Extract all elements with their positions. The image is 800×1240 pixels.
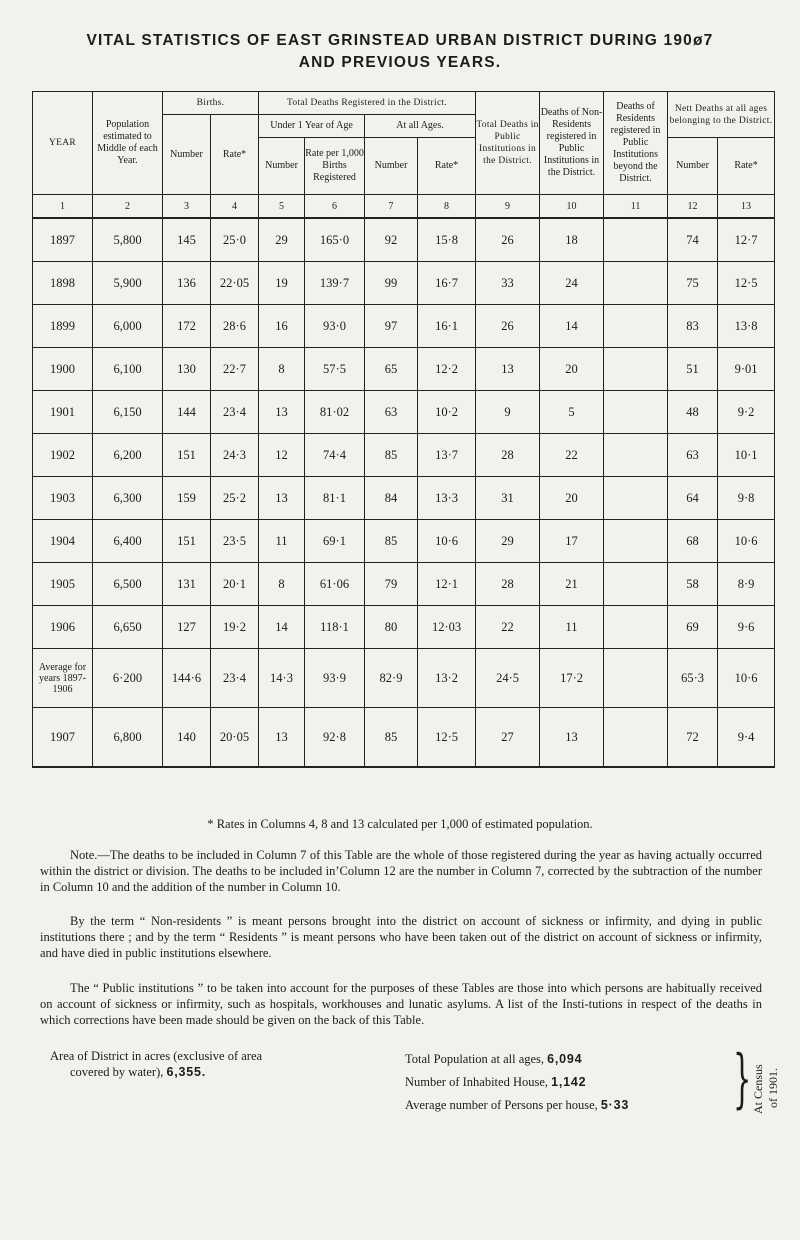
table-cell: 13·8 (718, 305, 775, 348)
table-cell: 127 (163, 606, 211, 649)
table-row (33, 218, 775, 262)
table-cell: 83 (668, 305, 718, 348)
total-population-label: Total Population at all ages, (405, 1052, 545, 1066)
table-cell: 1906 (33, 606, 93, 649)
table-cell: 24·5 (476, 649, 540, 708)
table-cell: 74·4 (305, 434, 365, 477)
right-brace-icon: } (733, 1042, 752, 1116)
table-cell: 33 (476, 262, 540, 305)
total-population-value: 6,094 (547, 1052, 583, 1066)
table-cell: 27 (476, 708, 540, 768)
table-cell: 61·06 (305, 563, 365, 606)
table-cell: 6,100 (93, 348, 163, 391)
table-cell: 9·6 (718, 606, 775, 649)
table-cell: 63 (668, 434, 718, 477)
header-all-ages-number: Number (365, 138, 418, 195)
header-population: Population estimated to Middle of each Year. (93, 92, 163, 195)
table-cell: 12·03 (418, 606, 476, 649)
table-cell: 13 (476, 348, 540, 391)
table-cell: 6,200 (93, 434, 163, 477)
header-deaths-non-residents: Deaths of Non-Residents registered in Public Institutions in the District. (540, 92, 604, 195)
header-nett-number: Number (668, 138, 718, 195)
area-label-line2: covered by water), (70, 1065, 164, 1079)
table-cell: 81·02 (305, 391, 365, 434)
table-row (33, 477, 775, 520)
table-cell: 22 (476, 606, 540, 649)
table-cell: 16·1 (418, 305, 476, 348)
table-cell (604, 218, 668, 262)
table-cell: 97 (365, 305, 418, 348)
table-cell: 23·4 (211, 649, 259, 708)
header-all-ages-rate: Rate* (418, 138, 476, 195)
table-cell: 28 (476, 563, 540, 606)
table-cell: 9·4 (718, 708, 775, 768)
table-cell: 9·01 (718, 348, 775, 391)
table-cell: 6,000 (93, 305, 163, 348)
table-cell: 15·8 (418, 218, 476, 262)
table-cell (604, 262, 668, 305)
table-cell: 64 (668, 477, 718, 520)
header-total-deaths-public-institutions: Total Deaths in Public Institutions in the District. (476, 92, 540, 195)
table-cell: 72 (668, 708, 718, 768)
table-cell (604, 563, 668, 606)
column-number: 5 (259, 195, 305, 219)
average-row (33, 649, 775, 708)
table-cell: 28·6 (211, 305, 259, 348)
table-cell: 29 (476, 520, 540, 563)
column-number: 1 (33, 195, 93, 219)
table-cell: 10·6 (718, 520, 775, 563)
table-row (33, 563, 775, 606)
table-cell: 10·2 (418, 391, 476, 434)
table-cell: 144 (163, 391, 211, 434)
header-births-number: Number (163, 115, 211, 195)
table-cell: 22·7 (211, 348, 259, 391)
table-cell: 130 (163, 348, 211, 391)
census-side-label (751, 1046, 785, 1116)
census-side-line2: of 1901. (766, 1068, 780, 1108)
table-cell: 1905 (33, 563, 93, 606)
table-cell: 12·2 (418, 348, 476, 391)
table-cell (604, 477, 668, 520)
table-cell: 172 (163, 305, 211, 348)
table-cell: 5 (540, 391, 604, 434)
table-cell: 151 (163, 520, 211, 563)
column-number: 2 (93, 195, 163, 219)
header-nett-rate: Rate* (718, 138, 775, 195)
table-cell: 16·7 (418, 262, 476, 305)
rates-footnote: * Rates in Columns 4, 8 and 13 calculated per 1,000 of estimated population. (207, 817, 593, 831)
table-cell: 12·5 (718, 262, 775, 305)
table-cell: 20·05 (211, 708, 259, 768)
column-number: 8 (418, 195, 476, 219)
table-cell: 14 (540, 305, 604, 348)
table-cell: 136 (163, 262, 211, 305)
table-cell: 20 (540, 477, 604, 520)
table-cell: 92·8 (305, 708, 365, 768)
table-cell: 22 (540, 434, 604, 477)
table-cell: 12 (259, 434, 305, 477)
table-cell: 93·0 (305, 305, 365, 348)
table-cell: 85 (365, 520, 418, 563)
table-cell: 8 (259, 348, 305, 391)
table-cell: 16 (259, 305, 305, 348)
table-cell: 1904 (33, 520, 93, 563)
table-cell: 14 (259, 606, 305, 649)
header-total-deaths-registered: Total Deaths Registered in the District. (259, 92, 476, 115)
header-under-1-year: Under 1 Year of Age (259, 115, 365, 138)
header-births: Births. (163, 92, 259, 115)
table-cell (604, 434, 668, 477)
table-cell: 13 (540, 708, 604, 768)
census-stats (405, 1048, 735, 1117)
table-row (33, 434, 775, 477)
table-cell: 1900 (33, 348, 93, 391)
table-cell: 10·6 (418, 520, 476, 563)
vital-statistics-table (32, 91, 775, 768)
table-cell: 22·05 (211, 262, 259, 305)
table-cell: 68 (668, 520, 718, 563)
table-cell: 17 (540, 520, 604, 563)
table-cell: 5,900 (93, 262, 163, 305)
table-cell: 8·9 (718, 563, 775, 606)
table-cell: 6,650 (93, 606, 163, 649)
table-cell: 140 (163, 708, 211, 768)
note-paragraph: Note.—The deaths to be included in Column 7 of this Table are the whole of those registered during the year as having actually occurred within the district or division. The deaths to be included in’Column 12 are the number in Column 7, corrected by the subtraction of the number in Column 10 and the addition of the number in Column 10. (40, 848, 762, 894)
header-births-rate: Rate* (211, 115, 259, 195)
table-cell: 17·2 (540, 649, 604, 708)
area-label-line1: Area of District in acres (exclusive of area (50, 1049, 263, 1063)
table-cell: 69·1 (305, 520, 365, 563)
table-cell: 82·9 (365, 649, 418, 708)
table-cell: 14·3 (259, 649, 305, 708)
table-cell: 8 (259, 563, 305, 606)
table-cell (604, 391, 668, 434)
table-cell: 13·3 (418, 477, 476, 520)
table-cell: 131 (163, 563, 211, 606)
table-cell: 18 (540, 218, 604, 262)
header-under-1-rate: Rate per 1,000 Births Registered (305, 138, 365, 195)
header-year: YEAR (33, 92, 93, 195)
table-cell: 165·0 (305, 218, 365, 262)
table-cell: 80 (365, 606, 418, 649)
table-cell: 58 (668, 563, 718, 606)
table-cell: Average for years 1897-1906 (33, 649, 93, 708)
table-cell: 24 (540, 262, 604, 305)
table-cell: 9·8 (718, 477, 775, 520)
header-deaths-residents-beyond: Deaths of Residents registered in Public Institutions beyond the District. (604, 92, 668, 195)
table-cell: 13 (259, 477, 305, 520)
table-cell: 23·5 (211, 520, 259, 563)
table-cell: 57·5 (305, 348, 365, 391)
table-cell (604, 348, 668, 391)
table-cell: 10·6 (718, 649, 775, 708)
inhabited-houses-label: Number of Inhabited House, (405, 1075, 549, 1089)
table-cell: 84 (365, 477, 418, 520)
table-cell: 28 (476, 434, 540, 477)
persons-per-house-label: Average number of Persons per house, (405, 1098, 598, 1112)
table-cell: 13 (259, 708, 305, 768)
table-cell: 1901 (33, 391, 93, 434)
table-cell: 12·5 (418, 708, 476, 768)
column-number: 13 (718, 195, 775, 219)
column-number: 9 (476, 195, 540, 219)
table-row (33, 305, 775, 348)
table-cell: 151 (163, 434, 211, 477)
page-subtitle: AND PREVIOUS YEARS. (298, 54, 502, 71)
table-cell: 118·1 (305, 606, 365, 649)
table-cell: 85 (365, 434, 418, 477)
table-cell: 11 (540, 606, 604, 649)
column-number: 7 (365, 195, 418, 219)
table-cell: 63 (365, 391, 418, 434)
table-cell: 21 (540, 563, 604, 606)
column-number: 11 (604, 195, 668, 219)
table-cell: 26 (476, 218, 540, 262)
table-cell: 20·1 (211, 563, 259, 606)
column-number: 6 (305, 195, 365, 219)
table-cell: 1902 (33, 434, 93, 477)
table-cell: 13·2 (418, 649, 476, 708)
area-value: 6,355. (166, 1065, 207, 1079)
table-row (33, 348, 775, 391)
table-cell: 12·7 (718, 218, 775, 262)
table-cell: 51 (668, 348, 718, 391)
table-cell: 6,400 (93, 520, 163, 563)
table-cell: 9 (476, 391, 540, 434)
table-cell (604, 606, 668, 649)
census-side-line1: At Census (751, 1064, 765, 1114)
table-cell: 65 (365, 348, 418, 391)
table-cell: 6,150 (93, 391, 163, 434)
table-cell: 5,800 (93, 218, 163, 262)
area-of-district (50, 1048, 330, 1080)
table-cell: 23·4 (211, 391, 259, 434)
public-institutions-paragraph: The “ Public institutions ” to be taken into account for the purposes of these Tables are those into which persons are habitually received on account of sickness or infirmity, such as hospitals, workhouses and lunatic asylums. A list of the Insti-tutions in respect of the deaths in which corrections have been made should be given on the back of this Table. (40, 981, 762, 1027)
table-cell: 1897 (33, 218, 93, 262)
non-residents-paragraph: By the term “ Non-residents ” is meant persons brought into the district on account of sickness or infirmity, and dying in public institutions there ; and by the term “ Residents ” is meant persons who have been taken out of the district on account of sickness or infirmity, and have died in public institutions elsewhere. (40, 914, 762, 960)
table-row (33, 391, 775, 434)
table-cell: 145 (163, 218, 211, 262)
table-cell: 31 (476, 477, 540, 520)
column-number: 4 (211, 195, 259, 219)
table-cell: 93·9 (305, 649, 365, 708)
table-cell: 9·2 (718, 391, 775, 434)
page-title: VITAL STATISTICS OF EAST GRINSTEAD URBAN DISTRICT DURING 190ø7 (86, 32, 714, 49)
table-row (33, 262, 775, 305)
table-cell: 1898 (33, 262, 93, 305)
column-number: 10 (540, 195, 604, 219)
table-cell: 29 (259, 218, 305, 262)
table-cell: 1903 (33, 477, 93, 520)
column-number: 3 (163, 195, 211, 219)
table-cell: 144·6 (163, 649, 211, 708)
table-cell: 79 (365, 563, 418, 606)
table-cell: 6,500 (93, 563, 163, 606)
persons-per-house-value: 5·33 (600, 1098, 630, 1112)
table-cell (604, 305, 668, 348)
column-number: 12 (668, 195, 718, 219)
table-cell: 92 (365, 218, 418, 262)
table-row (33, 520, 775, 563)
table-cell: 26 (476, 305, 540, 348)
table-cell: 99 (365, 262, 418, 305)
table-cell: 75 (668, 262, 718, 305)
table-cell: 13·7 (418, 434, 476, 477)
column-number-row (33, 195, 775, 219)
table-cell: 19 (259, 262, 305, 305)
current-year-row (33, 708, 775, 768)
table-cell: 74 (668, 218, 718, 262)
table-cell: 25·0 (211, 218, 259, 262)
header-nett-deaths: Nett Deaths at all ages belonging to the District. (668, 92, 775, 138)
table-cell: 85 (365, 708, 418, 768)
table-cell (604, 649, 668, 708)
table-cell: 25·2 (211, 477, 259, 520)
table-cell: 1899 (33, 305, 93, 348)
table-cell (604, 520, 668, 563)
table-row (33, 606, 775, 649)
table-cell: 19·2 (211, 606, 259, 649)
header-under-1-number: Number (259, 138, 305, 195)
table-cell: 20 (540, 348, 604, 391)
table-cell: 24·3 (211, 434, 259, 477)
table-cell: 48 (668, 391, 718, 434)
header-at-all-ages: At all Ages. (365, 115, 476, 138)
table-cell: 12·1 (418, 563, 476, 606)
table-cell: 81·1 (305, 477, 365, 520)
table-cell: 10·1 (718, 434, 775, 477)
table-cell: 11 (259, 520, 305, 563)
table-cell (604, 708, 668, 768)
table-cell: 6·200 (93, 649, 163, 708)
table-cell: 6,800 (93, 708, 163, 768)
table-cell: 159 (163, 477, 211, 520)
table-cell: 69 (668, 606, 718, 649)
table-cell: 6,300 (93, 477, 163, 520)
table-cell: 139·7 (305, 262, 365, 305)
inhabited-houses-value: 1,142 (551, 1075, 587, 1089)
table-cell: 65·3 (668, 649, 718, 708)
table-cell: 1907 (33, 708, 93, 768)
table-cell: 13 (259, 391, 305, 434)
